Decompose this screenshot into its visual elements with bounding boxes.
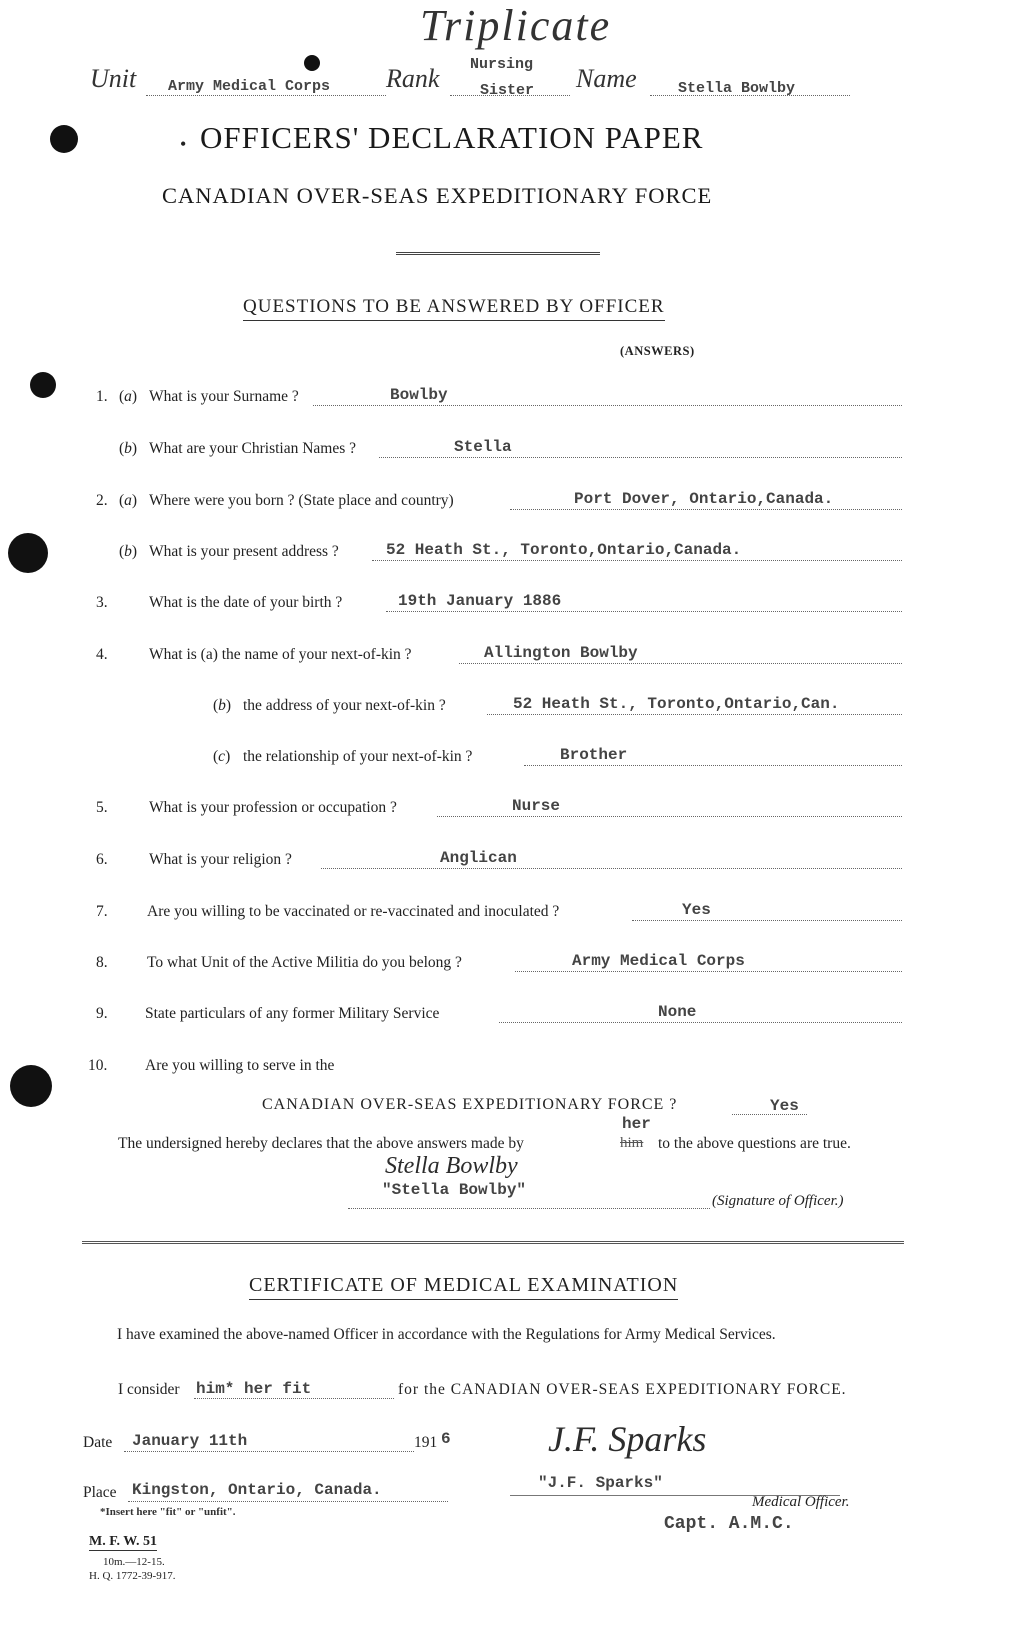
medical-officer-rank: Capt. A.M.C. bbox=[664, 1514, 794, 1534]
question-number: 1. bbox=[96, 388, 108, 405]
consider-before: I consider bbox=[118, 1381, 180, 1398]
question-number: 9. bbox=[96, 1005, 108, 1022]
medical-officer-typed: "J.F. Sparks" bbox=[538, 1474, 663, 1492]
punch-hole bbox=[50, 125, 78, 153]
name-value: Stella Bowlby bbox=[678, 80, 796, 97]
question-text: Where were you born ? (State place and country) bbox=[149, 492, 454, 509]
punch-hole bbox=[10, 1065, 52, 1107]
answer-dots bbox=[313, 405, 902, 406]
unit-value: Army Medical Corps bbox=[168, 78, 331, 95]
unit-label: Unit bbox=[90, 64, 137, 93]
question-number: 2. bbox=[96, 492, 108, 509]
punch-hole bbox=[304, 55, 320, 71]
punch-hole bbox=[8, 533, 48, 573]
page-title: OFFICERS' DECLARATION PAPER bbox=[200, 120, 704, 155]
consider-value: him* her fit bbox=[196, 1380, 312, 1398]
question-number: 10. bbox=[88, 1057, 108, 1074]
answer-value: Army Medical Corps bbox=[572, 952, 745, 970]
year-suffix: 6 bbox=[441, 1430, 451, 1448]
question-text: What is your present address ? bbox=[149, 543, 339, 560]
question-text: Are you willing to serve in the bbox=[145, 1057, 335, 1074]
question-number: 3. bbox=[96, 594, 108, 611]
unit-dots bbox=[146, 95, 386, 96]
year-prefix: 191 bbox=[414, 1434, 438, 1451]
footnote: *Insert here "fit" or "unfit". bbox=[100, 1506, 236, 1518]
question-text: the relationship of your next-of-kin ? bbox=[243, 748, 473, 765]
question-number: 8. bbox=[96, 954, 108, 971]
question-text: What is (a) the name of your next-of-kin ? bbox=[149, 646, 412, 663]
title-divider bbox=[396, 252, 600, 255]
answer-value: Stella bbox=[454, 438, 512, 456]
answer-dots bbox=[372, 560, 902, 561]
declaration-struck-word: him bbox=[620, 1135, 644, 1151]
section-divider bbox=[82, 1241, 904, 1244]
copy-mark: Triplicate bbox=[420, 1, 612, 50]
place-dots bbox=[128, 1501, 448, 1502]
question-text: To what Unit of the Active Militia do you belong ? bbox=[147, 954, 462, 971]
question-number: 7. bbox=[96, 903, 108, 920]
date-label: Date bbox=[83, 1434, 113, 1451]
questions-heading: QUESTIONS TO BE ANSWERED BY OFFICER bbox=[243, 296, 665, 321]
officer-signature-typed: "Stella Bowlby" bbox=[382, 1181, 527, 1199]
answer-dots bbox=[487, 714, 902, 715]
answer-dots bbox=[321, 868, 902, 869]
consider-dots bbox=[194, 1398, 394, 1399]
question-text: What is your religion ? bbox=[149, 851, 292, 868]
question-number: 4. bbox=[96, 646, 108, 663]
answer-dots bbox=[499, 1022, 902, 1023]
form-code-line2: 10m.—12-15. bbox=[103, 1556, 165, 1568]
page-subtitle: CANADIAN OVER-SEAS EXPEDITIONARY FORCE bbox=[162, 183, 713, 208]
answer-dots bbox=[437, 816, 902, 817]
answers-label: (ANSWERS) bbox=[620, 344, 695, 358]
question-text: What is the date of your birth ? bbox=[149, 594, 343, 611]
form-code-line3: H. Q. 1772-39-917. bbox=[89, 1570, 176, 1582]
q10-continued: CANADIAN OVER-SEAS EXPEDITIONARY FORCE ? bbox=[262, 1096, 678, 1113]
answer-value: Brother bbox=[560, 746, 628, 764]
answer-dots bbox=[524, 765, 902, 766]
answer-dots bbox=[459, 663, 902, 664]
answer-value: Allington Bowlby bbox=[484, 644, 638, 662]
date-value: January 11th bbox=[132, 1432, 248, 1450]
punch-hole bbox=[30, 372, 56, 398]
question-sub-letter: (a) bbox=[119, 388, 138, 405]
question-text: What are your Christian Names ? bbox=[149, 440, 357, 457]
signature-dots bbox=[348, 1208, 710, 1209]
q10-answer: Yes bbox=[770, 1097, 799, 1115]
question-text: State particulars of any former Military Service bbox=[145, 1005, 440, 1022]
question-text: Are you willing to be vaccinated or re-vaccinated and inoculated ? bbox=[147, 903, 560, 920]
answer-value: 19th January 1886 bbox=[398, 592, 562, 610]
date-dots bbox=[124, 1451, 414, 1452]
answer-value: Anglican bbox=[440, 849, 517, 867]
officer-signature: Stella Bowlby bbox=[385, 1153, 518, 1179]
answer-value: Bowlby bbox=[390, 386, 448, 404]
answer-dots bbox=[515, 971, 902, 972]
bullet: • bbox=[180, 134, 187, 154]
rank-value-2: Sister bbox=[480, 82, 535, 99]
medical-officer-role: Medical Officer. bbox=[752, 1494, 850, 1510]
answer-value: 52 Heath St., Toronto,Ontario,Can. bbox=[513, 695, 840, 713]
answer-value: Nurse bbox=[512, 797, 561, 815]
declaration-text-after: to the above questions are true. bbox=[658, 1135, 851, 1152]
medical-para-text: I have examined the above-named Officer in accordance with the Regulations for Army Medical Services. bbox=[117, 1326, 776, 1343]
question-number: 6. bbox=[96, 851, 108, 868]
question-sub-letter: (b) bbox=[119, 440, 138, 457]
answer-value: None bbox=[658, 1003, 697, 1021]
signature-label: (Signature of Officer.) bbox=[712, 1193, 844, 1209]
question-number: 5. bbox=[96, 799, 108, 816]
medical-heading: CERTIFICATE OF MEDICAL EXAMINATION bbox=[249, 1274, 678, 1300]
answer-dots bbox=[632, 920, 902, 921]
question-sub-letter: (b) bbox=[119, 543, 138, 560]
rank-value-1: Nursing bbox=[470, 56, 534, 73]
answer-value: 52 Heath St., Toronto,Ontario,Canada. bbox=[386, 541, 742, 559]
answer-value: Port Dover, Ontario,Canada. bbox=[574, 490, 834, 508]
answer-dots bbox=[386, 611, 902, 612]
medical-officer-signature: J.F. Sparks bbox=[548, 1419, 707, 1459]
answer-value: Yes bbox=[682, 901, 711, 919]
consider-after: for the CANADIAN OVER-SEAS EXPEDITIONARY FORCE. bbox=[398, 1381, 847, 1398]
rank-label: Rank bbox=[386, 64, 440, 93]
name-label: Name bbox=[576, 64, 637, 93]
question-sub-letter: (c) bbox=[213, 748, 231, 765]
question-sub-letter: (a) bbox=[119, 492, 138, 509]
question-text: What is your profession or occupation ? bbox=[149, 799, 397, 816]
place-value: Kingston, Ontario, Canada. bbox=[132, 1481, 382, 1499]
declaration-inserted-word: her bbox=[622, 1115, 651, 1133]
answer-dots bbox=[379, 457, 902, 458]
question-sub-letter: (b) bbox=[213, 697, 232, 714]
declaration-text-before: The undersigned hereby declares that the above answers made by bbox=[118, 1135, 524, 1152]
question-text: the address of your next-of-kin ? bbox=[243, 697, 446, 714]
form-code-line1: M. F. W. 51 bbox=[89, 1534, 157, 1549]
medical-para bbox=[83, 1326, 905, 1344]
answer-dots bbox=[510, 509, 902, 510]
place-label: Place bbox=[83, 1484, 117, 1501]
question-text: What is your Surname ? bbox=[149, 388, 299, 405]
